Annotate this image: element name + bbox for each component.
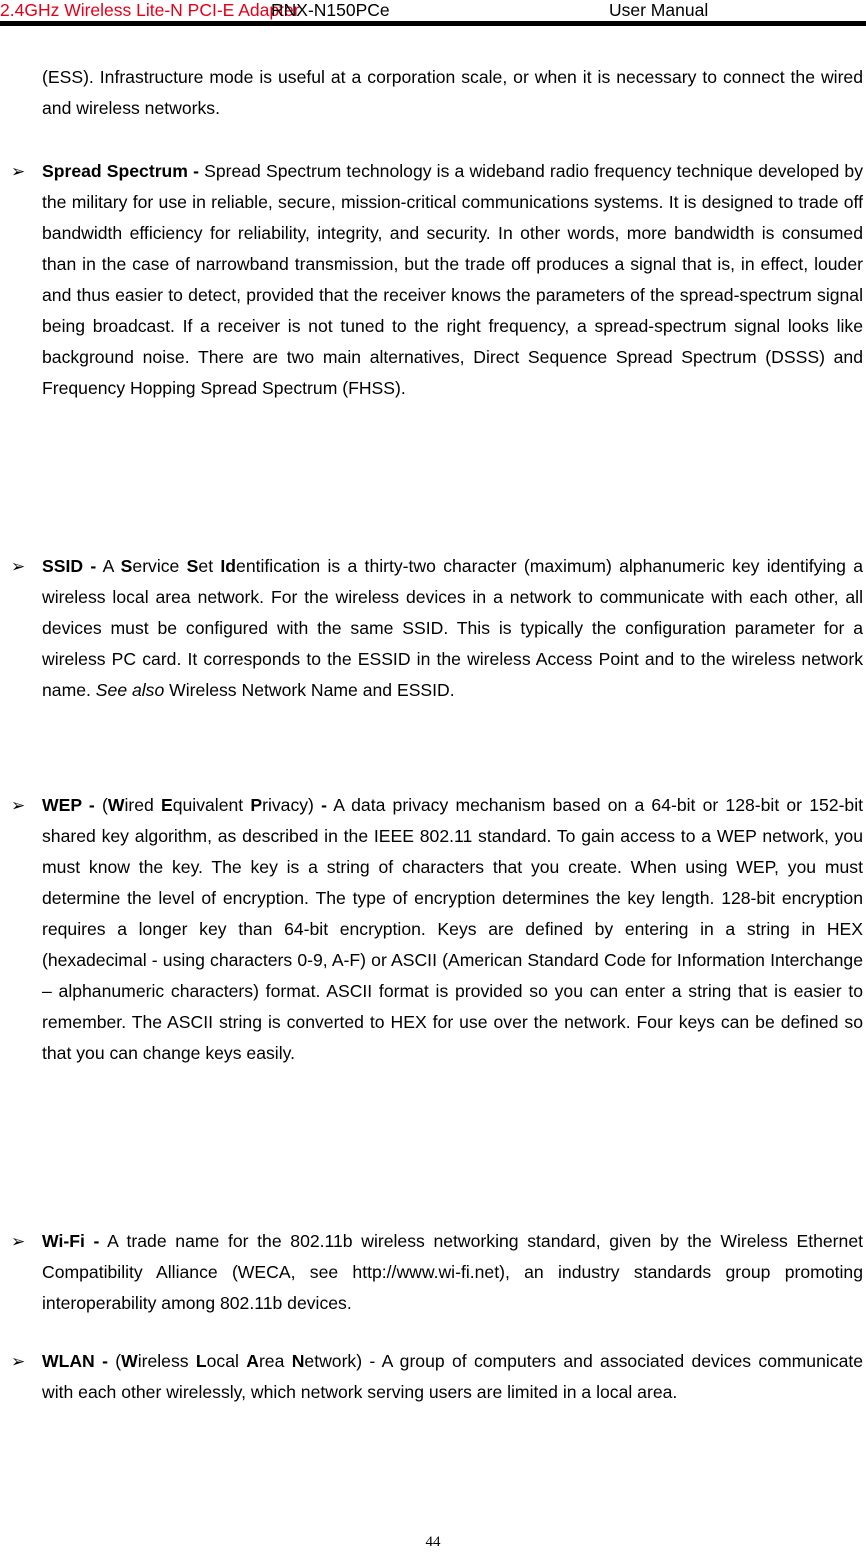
header-manual-label: User Manual — [609, 0, 709, 20]
definition-text: Spread Spectrum technology is a wideband radio frequency technique developed by the military for use in reliable, secure, mission-critical communications systems. It is designed to trade off bandwidth efficiency for reliability, integrity, and security. In other words, more bandwidth is consumed than in the case of narrowband transmission, but the trade off produces a signal that is, in effect, louder and thus easier to detect, provided that the receiver knows the parameters of the spread-spectrum signal being broadcast. If a receiver is not tuned to the right frequency, a spread-spectrum signal looks like background noise. There are two main alternatives, Direct Sequence Spread Spectrum (DSSS) and Frequency Hopping Spread Spectrum (FHSS). — [42, 161, 863, 398]
header-rule — [0, 21, 866, 26]
definition-text: A trade name for the 802.11b wireless networking standard, given by the Wireless Ethernet Compatibility Alliance (WECA, see http://www.wi-fi.net), an industry standards group promoting interoperability among 802.11b devices. — [42, 1231, 863, 1313]
bullet-arrow-icon: ➢ — [11, 1232, 26, 1251]
term-label: WLAN - — [42, 1351, 108, 1371]
term-label: WEP - — [42, 795, 95, 815]
term-label: Spread Spectrum - — [42, 161, 199, 181]
entry-wlan: WLAN - (Wireless Local Area Network) - A group of computers and associated devices communicate with each other wirelessly, which network serving users are limited in a local area. — [42, 1351, 864, 1402]
intro-paragraph: (ESS). Infrastructure mode is useful at a corporation scale, or when it is necessary to connect the wired and wireless networks. — [42, 67, 863, 118]
term-label: SSID - — [42, 556, 97, 576]
page-header — [0, 0, 866, 20]
term-label: Wi-Fi - — [42, 1231, 100, 1251]
entry-spread-spectrum — [42, 156, 863, 404]
bullet-arrow-icon: ➢ — [11, 557, 26, 576]
definition-text: entification is a thirty-two character (maximum) alphanumeric key identifying a wireless local area network. For the wireless devices in a network to communicate with each other, all devices must be configured with the same SSID. This is typically the configuration parameter for a wireless PC card. It corresponds to the ESSID in the wireless Access Point and to the wireless network name. — [42, 556, 864, 700]
entry-wep: WEP - (Wired Equivalent Privacy) - A data privacy mechanism based on a 64-bit or 128-bit or 152-bit shared key algorithm, as described in the IEEE 802.11 standard. To gain access to a WEP network, you must know the key. The key is a string of characters that you create. When using WEP, you must determine the level of encryption. The type of encryption determines the key length. 128-bit encryption requires a longer key than 64-bit encryption. Keys are defined by entering in a string in HEX (hexadecimal - using characters 0-9, A-F) or ASCII (American Standard Code for Information Interchange – alphanumeric characters) format. ASCII format is provided so you can enter a string that is easier to remember. The ASCII string is converted to HEX for use over the network. Four keys can be defined so that you can change keys easily. — [42, 795, 864, 1063]
entry-ssid: SSID - A Service Set Identification is a thirty-two character (maximum) alphanumeric key identifying a wireless local area network. For the wireless devices in a network to communicate with each other, all devices must be configured with the same SSID. This is typically the configuration parameter for a wireless PC card. It corresponds to the ESSID in the wireless Access Point and to the wireless network name. See also Wireless Network Name and ESSID. — [42, 556, 864, 700]
header-product-name: 2.4GHz Wireless Lite-N PCI-E Adapter — [0, 0, 300, 20]
page-number: 44 — [425, 1534, 441, 1550]
header-model: RNX-N150PCe — [271, 0, 390, 20]
definition-text: - A group of computers and associated devices communicate with each other wirelessly, which network serving users are limited in a local area. — [42, 1351, 864, 1402]
bullet-arrow-icon: ➢ — [11, 162, 26, 181]
bullet-arrow-icon: ➢ — [11, 796, 26, 815]
see-also-label: See also — [95, 680, 165, 700]
bullet-arrow-icon: ➢ — [11, 1352, 26, 1371]
definition-text: A data privacy mechanism based on a 64-bit or 128-bit or 152-bit shared key algorithm, as described in the IEEE 802.11 standard. To gain access to a WEP network, you must know the key. The key is a string of characters that you create. When using WEP, you must determine the level of encryption. The type of encryption determines the key length. 128-bit encryption requires a longer key than 64-bit encryption. Keys are defined by entering in a string in HEX (hexadecimal - using characters 0-9, A-F) or ASCII (American Standard Code for Information Interchange – alphanumeric characters) format. ASCII format is provided so you can enter a string that is easier to remember. The ASCII string is converted to HEX for use over the network. Four keys can be defined so that you can change keys easily. — [42, 795, 864, 1063]
entry-wifi — [42, 1226, 863, 1319]
